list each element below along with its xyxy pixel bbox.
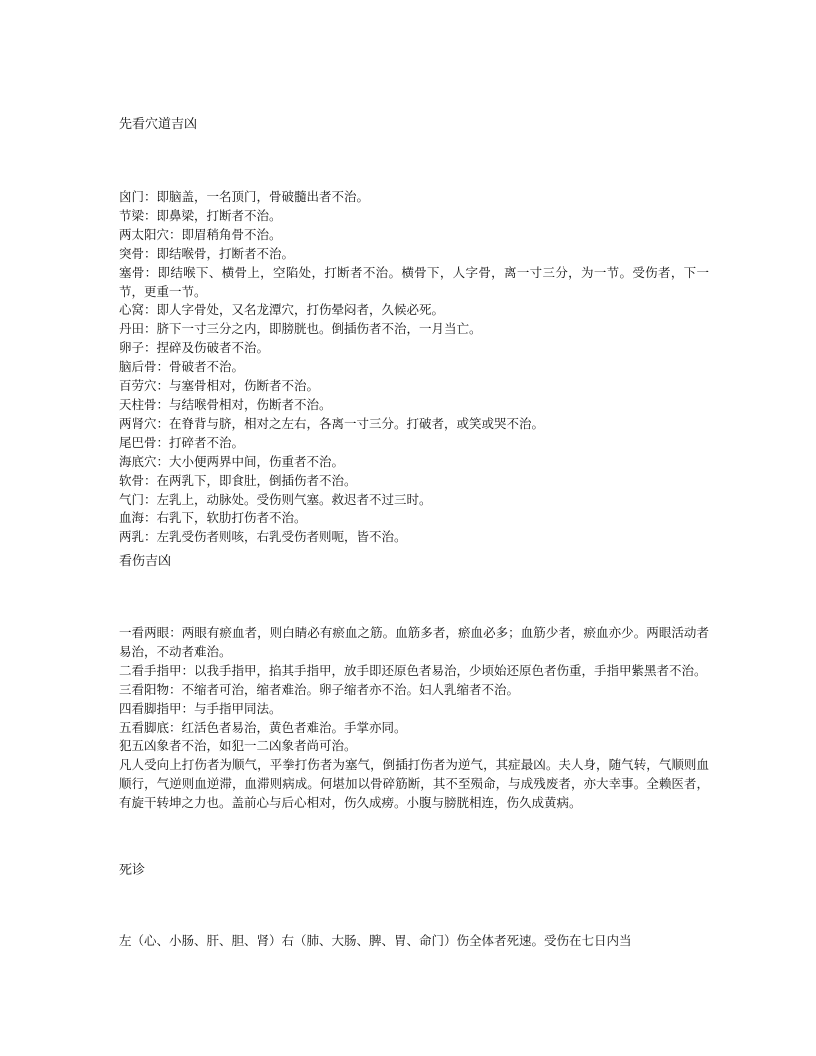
text-line: 犯五凶象者不治，如犯一二凶象者尚可治。 (119, 738, 357, 754)
text-line: 两太阳穴：即眉稍角骨不治。 (119, 226, 282, 242)
text-paragraph: 凡人受向上打伤者为顺气，平拳打伤者为塞气，倒插打伤者为逆气，其症最凶。夫人身，随气转，气顺则血顺行，气逆则血逆滞，血滞则病成。何堪加以骨碎筋断，其不至殒命，与成残废者，亦大幸事。全赖医者，有旋干转坤之力也。盖前心与后心相对，伤久成痨。小腹与膀胱相连，伤久成黄病。 (119, 757, 709, 811)
section-body (119, 932, 709, 951)
text-paragraph: 塞骨：即结喉下、横骨上，空陷处，打断者不治。横骨下，人字骨，离一寸三分，为一节。受伤者，下一节，更重一节。 (119, 264, 709, 299)
text-line: 百劳穴：与塞骨相对，伤断者不治。 (119, 378, 320, 394)
section-body (119, 624, 709, 813)
text-line: 气门：左乳上，动脉处。受伤则气塞。救迟者不过三时。 (119, 491, 432, 507)
text-line: 左（心、小肠、肝、胆、肾）右（肺、大肠、脾、胃、命门）伤全体者死速。受伤在七日内当 (119, 933, 632, 948)
text-line: 四看脚指甲：与手指甲同法。 (119, 700, 282, 716)
text-line: 节梁：即鼻梁，打断者不治。 (119, 207, 282, 223)
section-body (119, 188, 709, 547)
text-line: 天柱骨：与结喉骨相对，伤断者不治。 (119, 396, 332, 412)
text-line: 脑后骨：骨破者不治。 (119, 359, 245, 375)
text-line: 三看阳物：不缩者可治，缩者难治。卵子缩者亦不治。妇人乳缩者不治。 (119, 681, 520, 697)
text-paragraph: 二看手指甲：以我手指甲，掐其手指甲，放手即还原色者易治，少顷始还原色者伤重，手指甲紫黑者不治。 (119, 662, 707, 678)
section-title: 先看穴道吉凶 (119, 117, 198, 132)
section-title: 看伤吉凶 (119, 554, 172, 569)
section-title: 死诊 (119, 863, 146, 878)
text-line: 突骨：即结喉骨，打断者不治。 (119, 245, 295, 261)
text-line: 心窝：即人字骨处，又名龙潭穴，打伤晕闷者，久候必死。 (119, 302, 445, 318)
text-line: 血海：右乳下，软肋打伤者不治。 (119, 510, 307, 526)
text-line: 软骨：在两乳下，即食肚，倒插伤者不治。 (119, 472, 357, 488)
text-line: 五看脚底：红活色者易治，黄色者难治。手掌亦同。 (119, 719, 407, 735)
text-paragraph: 一看两眼：两眼有瘀血者，则白睛必有瘀血之筋。血筋多者，瘀血必多；血筋少者，瘀血亦少。两眼活动者易治，不动者难治。 (119, 625, 709, 659)
text-line: 卵子：捏碎及伤破者不治。 (119, 340, 270, 356)
text-line: 海底穴：大小便两界中间，伤重者不治。 (119, 453, 345, 469)
text-line: 两肾穴：在脊背与脐，相对之左右，各离一寸三分。打破者，或笑或哭不治。 (119, 415, 545, 431)
text-line: 丹田：脐下一寸三分之内，即膀胱也。倒插伤者不治，一月当亡。 (119, 321, 482, 337)
text-line: 尾巴骨：打碎者不治。 (119, 434, 245, 450)
text-line: 囟门：即脑盖，一名顶门，骨破髓出者不治。 (119, 189, 370, 204)
text-line: 两乳：左乳受伤者则咳，右乳受伤者则呃，皆不治。 (119, 529, 407, 545)
